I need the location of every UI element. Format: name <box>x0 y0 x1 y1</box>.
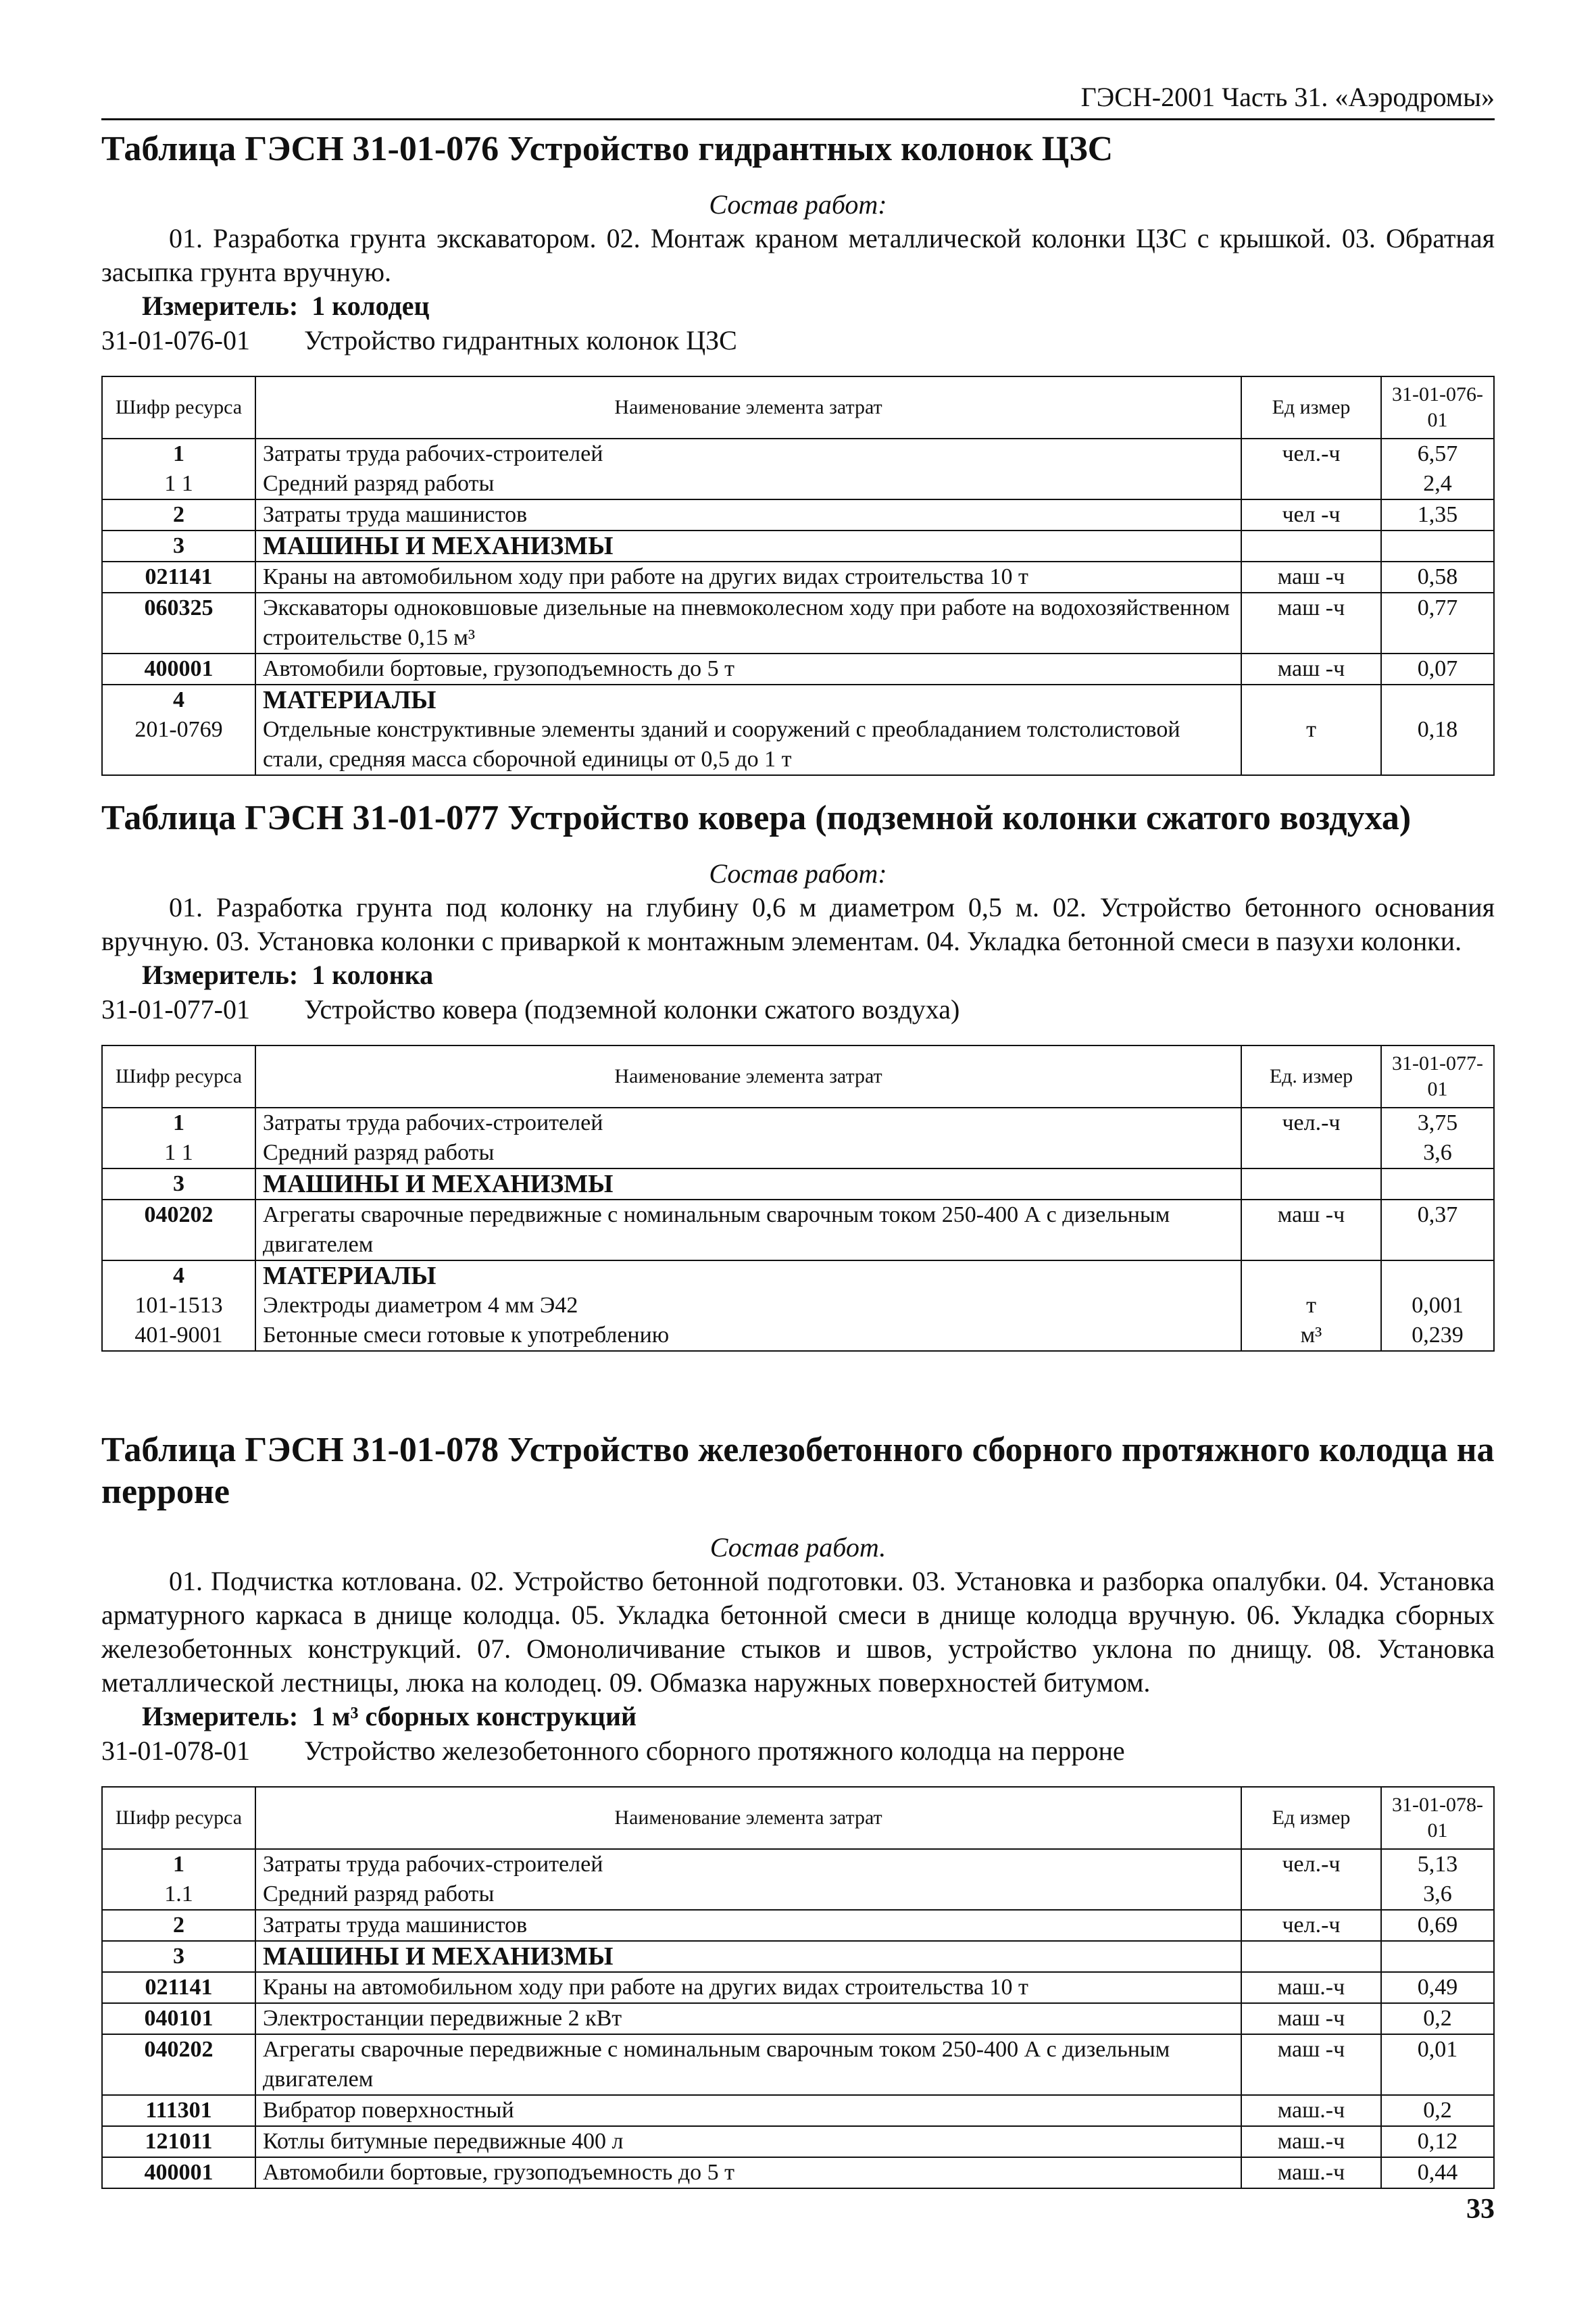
page-number: 33 <box>1466 2194 1495 2225</box>
cell-code: 121011 <box>102 2126 255 2157</box>
cell-value: 2,4 <box>1381 469 1494 499</box>
table-row <box>102 499 1494 531</box>
cell-unit: маш.-ч <box>1241 1972 1381 2003</box>
table-row <box>102 1879 1494 1910</box>
norm-code: 31-01-077-01 <box>101 994 250 1025</box>
cell-value: 0,07 <box>1381 654 1494 685</box>
table-row <box>102 531 1494 562</box>
cell-name: Электростанции передвижные 2 кВт <box>255 2003 1241 2034</box>
work-composition-text: 01. Разработка грунта экскаватором. 02. Монтаж краном металлической колонки ЦЗС с крышкой. 03. Обратная засыпка грунта вручную. <box>101 223 1495 287</box>
cell-unit: маш.-ч <box>1241 2157 1381 2188</box>
cell-value <box>1381 1260 1494 1291</box>
measure-line <box>101 289 1495 323</box>
cell-code: 101-1513 <box>102 1291 255 1321</box>
cell-value: 0,37 <box>1381 1200 1494 1260</box>
cell-name: МАШИНЫ И МЕХАНИЗМЫ <box>255 1941 1241 1972</box>
cell-value: 3,6 <box>1381 1138 1494 1168</box>
cell-name: Краны на автомобильном ходу при работе на других видах строительства 10 т <box>255 1972 1241 2003</box>
work-composition-text: 01. Разработка грунта под колонку на глубину 0,6 м диаметром 0,5 м. 02. Устройство бетонного основания вручную. 03. Установка колонки с приваркой к монтажным элементам. 04. Укладка бетонной смеси в пазухи колонки. <box>101 892 1495 956</box>
cell-unit: м³ <box>1241 1321 1381 1351</box>
cell-unit <box>1241 1941 1381 1972</box>
cell-name: Затраты труда рабочих-строителей <box>255 1108 1241 1138</box>
cell-code: 4 <box>102 1260 255 1291</box>
cell-code: 3 <box>102 531 255 562</box>
table-row <box>102 685 1494 715</box>
cell-code: 2 <box>102 499 255 531</box>
cell-code: 1.1 <box>102 1879 255 1910</box>
cell-code: 201-0769 <box>102 715 255 775</box>
cell-name: Котлы битумные передвижные 400 л <box>255 2126 1241 2157</box>
cell-name: Средний разряд работы <box>255 469 1241 499</box>
cell-unit: маш -ч <box>1241 1200 1381 1260</box>
cell-value: 5,13 <box>1381 1849 1494 1879</box>
cell-unit: маш.-ч <box>1241 2095 1381 2126</box>
col-header-value: 31-01-076-01 <box>1381 376 1494 439</box>
cell-unit: чел.-ч <box>1241 439 1381 469</box>
table-row <box>102 1291 1494 1321</box>
cell-name: Экскаваторы одноковшовые дизельные на пневмоколесном ходу при работе на водохозяйственном строительстве 0,15 м³ <box>255 593 1241 654</box>
cell-value <box>1381 531 1494 562</box>
cell-name: Затраты труда машинистов <box>255 499 1241 531</box>
table-row <box>102 1941 1494 1972</box>
cell-code: 060325 <box>102 593 255 654</box>
cell-name: Краны на автомобильном ходу при работе на других видах строительства 10 т <box>255 562 1241 593</box>
cell-name: Вибратор поверхностный <box>255 2095 1241 2126</box>
section-title: Таблица ГЭСН 31-01-076 Устройство гидрантных колонок ЦЗС <box>101 130 1114 168</box>
norm-name: Устройство железобетонного сборного протяжного колодца на перроне <box>303 1736 1125 1766</box>
norm-name: Устройство ковера (подземной колонки сжатого воздуха) <box>303 994 960 1025</box>
norm-code-line <box>101 323 1495 358</box>
section-076 <box>101 128 1495 776</box>
measure-label: Измеритель: <box>142 1701 299 1731</box>
table-header-row <box>102 1787 1494 1849</box>
table-row <box>102 439 1494 469</box>
cell-name: МАШИНЫ И МЕХАНИЗМЫ <box>255 1168 1241 1200</box>
measure-label: Измеритель: <box>142 291 299 321</box>
cell-code: 3 <box>102 1941 255 1972</box>
cell-unit <box>1241 685 1381 715</box>
table-row <box>102 1321 1494 1351</box>
col-header-unit: Ед измер <box>1241 1787 1381 1849</box>
cell-name: Бетонные смеси готовые к употреблению <box>255 1321 1241 1351</box>
work-composition-text: 01. Подчистка котлована. 02. Устройство бетонной подготовки. 03. Установка и разборка опалубки. 04. Установка арматурного каркаса в днище колодца. 05. Укладка бетонной смеси в днище колодца вручную. 06. Укладка сборных железобетонных конструкций. 07. Омоноличивание стыков и швов, устройство уклона по днищу. 08. Установка металлической лестницы, люка на колодец. 09. Обмазка наружных поверхностей битумом. <box>101 1566 1495 1698</box>
cell-unit: маш -ч <box>1241 654 1381 685</box>
cell-code: 3 <box>102 1168 255 1200</box>
resource-table <box>101 376 1495 776</box>
cell-name: Агрегаты сварочные передвижные с номинальным сварочным током 250-400 А с дизельным двигателем <box>255 1200 1241 1260</box>
table-row <box>102 1849 1494 1879</box>
measure-value: 1 колодец <box>311 291 430 321</box>
cell-name: Затраты труда машинистов <box>255 1910 1241 1941</box>
cell-unit: чел -ч <box>1241 499 1381 531</box>
col-header-code: Шифр ресурса <box>102 1787 255 1849</box>
cell-code: 021141 <box>102 562 255 593</box>
cell-unit <box>1241 1260 1381 1291</box>
cell-code: 021141 <box>102 1972 255 2003</box>
cell-name: Отдельные конструктивные элементы зданий и сооружений с преобладанием толстолистовой стали, средняя масса сборочной единицы от 0,5 до 1 т <box>255 715 1241 775</box>
cell-code: 1 1 <box>102 1138 255 1168</box>
cell-name: Электроды диаметром 4 мм Э42 <box>255 1291 1241 1321</box>
cell-unit: т <box>1241 715 1381 775</box>
col-header-value: 31-01-078-01 <box>1381 1787 1494 1849</box>
cell-code: 4 <box>102 685 255 715</box>
measure-value: 1 м³ сборных конструкций <box>311 1701 637 1731</box>
cell-value: 0,001 <box>1381 1291 1494 1321</box>
cell-code: 400001 <box>102 654 255 685</box>
cell-unit: маш -ч <box>1241 593 1381 654</box>
cell-value: 0,69 <box>1381 1910 1494 1941</box>
col-header-unit: Ед измер <box>1241 376 1381 439</box>
header-rule <box>101 118 1495 120</box>
table-row <box>102 2003 1494 2034</box>
cell-unit: маш -ч <box>1241 2034 1381 2095</box>
cell-unit <box>1241 1879 1381 1910</box>
table-row <box>102 593 1494 654</box>
cell-code: 2 <box>102 1910 255 1941</box>
cell-unit <box>1241 469 1381 499</box>
cell-name: Автомобили бортовые, грузоподъемность до 5 т <box>255 2157 1241 2188</box>
cell-value <box>1381 1168 1494 1200</box>
cell-value: 0,77 <box>1381 593 1494 654</box>
cell-name: Средний разряд работы <box>255 1138 1241 1168</box>
table-row <box>102 654 1494 685</box>
table-row <box>102 1910 1494 1941</box>
cell-value: 0,2 <box>1381 2095 1494 2126</box>
col-header-unit: Ед. измер <box>1241 1045 1381 1108</box>
resource-table <box>101 1786 1495 2189</box>
norm-code: 31-01-076-01 <box>101 325 250 355</box>
cell-unit: маш -ч <box>1241 2003 1381 2034</box>
cell-name: Средний разряд работы <box>255 1879 1241 1910</box>
cell-name: Автомобили бортовые, грузоподъемность до 5 т <box>255 654 1241 685</box>
cell-unit: чел.-ч <box>1241 1849 1381 1879</box>
cell-value: 0,239 <box>1381 1321 1494 1351</box>
table-header-row <box>102 376 1494 439</box>
col-header-name: Наименование элемента затрат <box>255 1045 1241 1108</box>
table-row <box>102 469 1494 499</box>
cell-name: Затраты труда рабочих-строителей <box>255 439 1241 469</box>
cell-value <box>1381 685 1494 715</box>
cell-code: 1 <box>102 439 255 469</box>
cell-value: 0,2 <box>1381 2003 1494 2034</box>
table-row <box>102 1138 1494 1168</box>
running-header: ГЭСН-2001 Часть 31. «Аэродромы» <box>1080 82 1495 112</box>
col-header-name: Наименование элемента затрат <box>255 1787 1241 1849</box>
table-row <box>102 2126 1494 2157</box>
table-row <box>102 1972 1494 2003</box>
cell-value: 0,44 <box>1381 2157 1494 2188</box>
work-composition-label: Состав работ. <box>709 1532 887 1562</box>
cell-value: 0,18 <box>1381 715 1494 775</box>
work-composition-label: Состав работ: <box>709 858 887 889</box>
cell-unit <box>1241 531 1381 562</box>
cell-unit: чел.-ч <box>1241 1108 1381 1138</box>
table-row <box>102 1260 1494 1291</box>
col-header-name: Наименование элемента затрат <box>255 376 1241 439</box>
col-header-code: Шифр ресурса <box>102 376 255 439</box>
cell-name: МАТЕРИАЛЫ <box>255 1260 1241 1291</box>
section-title: Таблица ГЭСН 31-01-077 Устройство ковера (подземной колонки сжатого воздуха) <box>101 799 1412 837</box>
cell-code: 040202 <box>102 2034 255 2095</box>
cell-code: 1 1 <box>102 469 255 499</box>
cell-name: Агрегаты сварочные передвижные с номинальным сварочным током 250-400 А с дизельным двигателем <box>255 2034 1241 2095</box>
table-row <box>102 2034 1494 2095</box>
cell-code: 1 <box>102 1849 255 1879</box>
section-title: Таблица ГЭСН 31-01-078 Устройство железобетонного сборного протяжного колодца на перроне <box>101 1431 1495 1511</box>
cell-code: 040202 <box>102 1200 255 1260</box>
col-header-code: Шифр ресурса <box>102 1045 255 1108</box>
section-078 <box>101 1429 1495 2189</box>
cell-unit: маш -ч <box>1241 562 1381 593</box>
cell-value: 0,12 <box>1381 2126 1494 2157</box>
section-077 <box>101 797 1495 1352</box>
table-row <box>102 562 1494 593</box>
measure-line <box>101 1700 1495 1733</box>
cell-unit <box>1241 1138 1381 1168</box>
cell-code: 400001 <box>102 2157 255 2188</box>
table-row <box>102 715 1494 775</box>
table-row <box>102 1168 1494 1200</box>
cell-code: 401-9001 <box>102 1321 255 1351</box>
work-composition-label: Состав работ: <box>709 189 887 220</box>
cell-name: МАТЕРИАЛЫ <box>255 685 1241 715</box>
table-row <box>102 1108 1494 1138</box>
cell-code: 040101 <box>102 2003 255 2034</box>
resource-table <box>101 1045 1495 1352</box>
table-header-row <box>102 1045 1494 1108</box>
cell-code: 111301 <box>102 2095 255 2126</box>
cell-value: 6,57 <box>1381 439 1494 469</box>
measure-line <box>101 958 1495 992</box>
cell-value: 0,49 <box>1381 1972 1494 2003</box>
norm-name: Устройство гидрантных колонок ЦЗС <box>303 325 737 355</box>
cell-value: 0,58 <box>1381 562 1494 593</box>
col-header-value: 31-01-077-01 <box>1381 1045 1494 1108</box>
measure-label: Измеритель: <box>142 960 299 990</box>
norm-code-line <box>101 992 1495 1027</box>
cell-value: 3,75 <box>1381 1108 1494 1138</box>
cell-code: 1 <box>102 1108 255 1138</box>
cell-name: Затраты труда рабочих-строителей <box>255 1849 1241 1879</box>
norm-code: 31-01-078-01 <box>101 1736 250 1766</box>
cell-unit: т <box>1241 1291 1381 1321</box>
table-row <box>102 2157 1494 2188</box>
cell-name: МАШИНЫ И МЕХАНИЗМЫ <box>255 531 1241 562</box>
table-row <box>102 2095 1494 2126</box>
cell-value <box>1381 1941 1494 1972</box>
cell-unit <box>1241 1168 1381 1200</box>
table-row <box>102 1200 1494 1260</box>
cell-unit: чел.-ч <box>1241 1910 1381 1941</box>
cell-value: 3,6 <box>1381 1879 1494 1910</box>
cell-unit: маш.-ч <box>1241 2126 1381 2157</box>
cell-value: 0,01 <box>1381 2034 1494 2095</box>
cell-value: 1,35 <box>1381 499 1494 531</box>
measure-value: 1 колонка <box>311 960 434 990</box>
norm-code-line <box>101 1733 1495 1769</box>
